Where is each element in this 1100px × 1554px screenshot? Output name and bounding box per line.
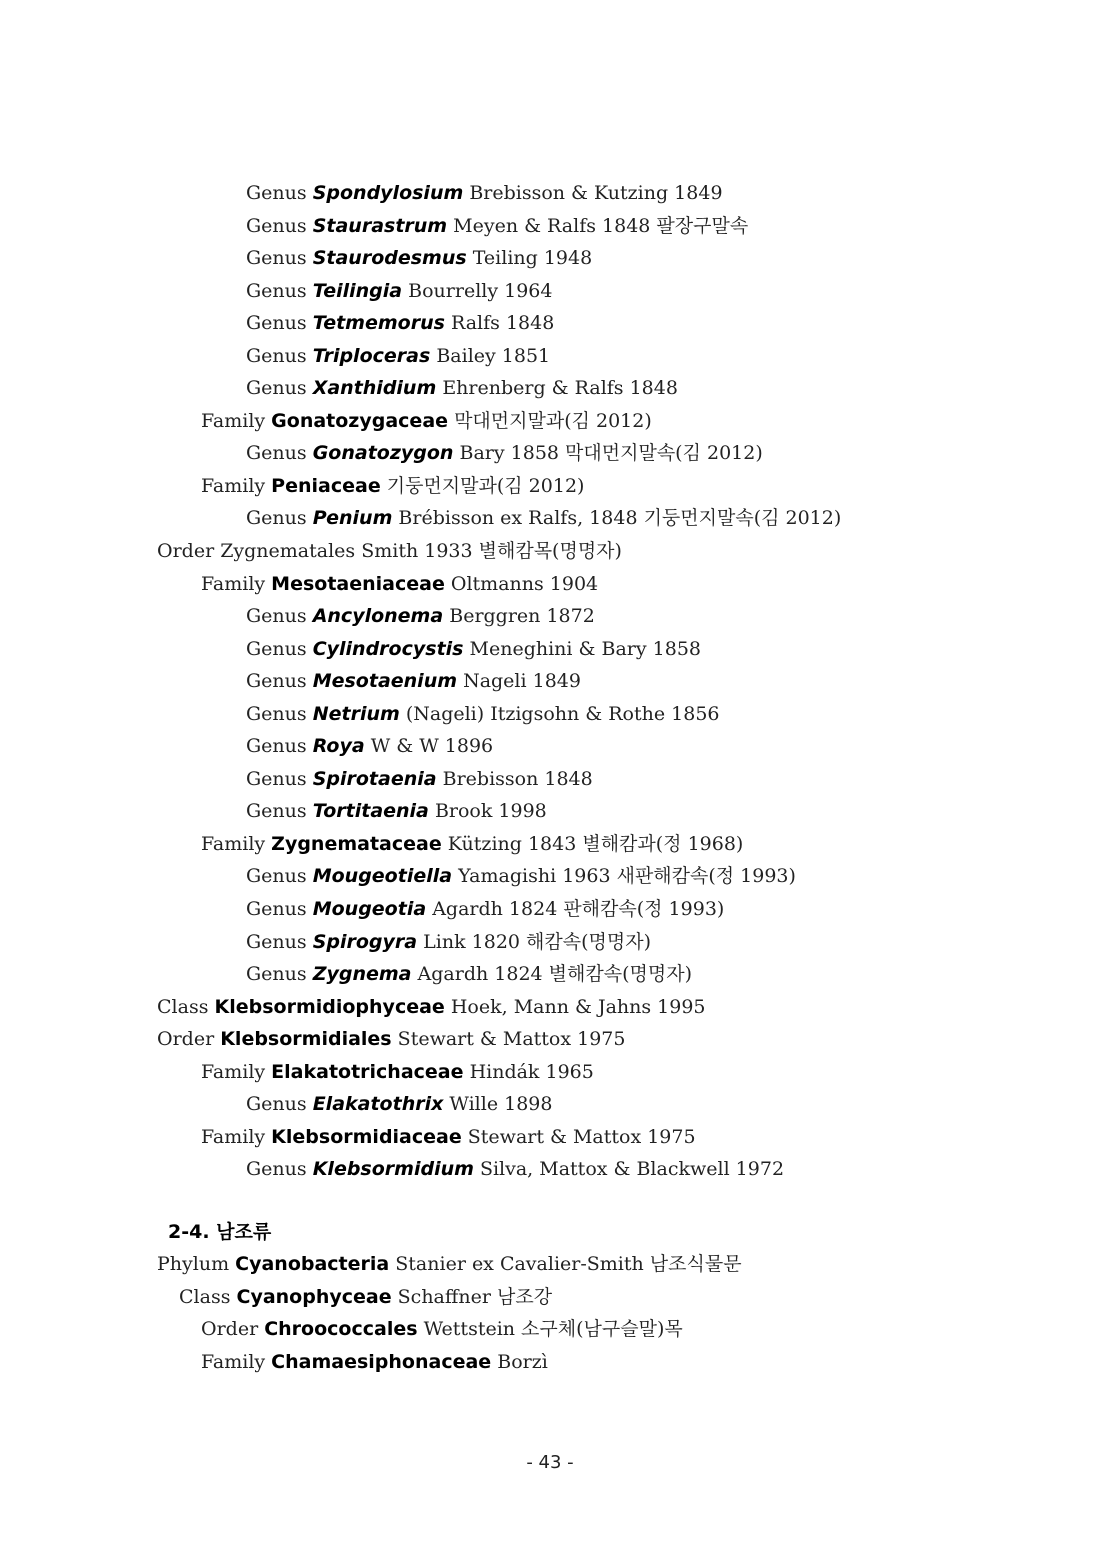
taxon-authority: Borzì bbox=[497, 1350, 548, 1373]
taxon-authority: Bourrelly 1964 bbox=[408, 279, 553, 302]
taxon-rank: Order bbox=[157, 540, 215, 563]
taxon-name: Spirogyra bbox=[312, 930, 418, 953]
taxon-authority: Hoek, Mann & Jahns 1995 bbox=[450, 995, 706, 1018]
taxonomy-list-cyanobacteria bbox=[157, 1248, 1057, 1378]
taxon-name: Chroococcales bbox=[264, 1318, 418, 1341]
taxon-entry-genus bbox=[157, 210, 1057, 243]
taxon-name: Roya bbox=[312, 735, 365, 758]
section-heading: 2-4. 남조류 bbox=[168, 1221, 272, 1243]
taxon-authority: Hindák 1965 bbox=[469, 1060, 594, 1083]
taxon-entry-family bbox=[157, 1121, 1057, 1154]
taxon-rank: Order bbox=[157, 1028, 215, 1051]
taxon-rank: Family bbox=[201, 474, 266, 497]
taxon-name: Elakatotrichaceae bbox=[271, 1060, 464, 1083]
page-number: - 43 - bbox=[526, 1452, 574, 1473]
taxon-authority: Link 1820 해캄속(명명자) bbox=[423, 930, 651, 953]
taxon-authority: Brebisson & Kutzing 1849 bbox=[469, 182, 723, 204]
taxon-entry-family bbox=[157, 828, 1057, 861]
taxon-authority: Meyen & Ralfs 1848 팔장구말속 bbox=[453, 214, 749, 237]
taxon-entry-genus bbox=[157, 958, 1057, 991]
taxon-authority: 기둥먼지말과(김 2012) bbox=[386, 474, 585, 497]
taxon-rank: Genus bbox=[246, 507, 307, 530]
taxon-rank: Family bbox=[201, 572, 266, 595]
taxon-rank: Family bbox=[201, 409, 266, 432]
taxon-name: Cylindrocystis bbox=[312, 637, 464, 660]
taxon-entry-genus bbox=[157, 242, 1057, 275]
taxon-name: Penium bbox=[312, 507, 393, 530]
taxon-rank: Genus bbox=[246, 344, 307, 367]
taxon-name: Mougeotiella bbox=[312, 865, 453, 888]
taxon-authority: Stanier ex Cavalier-Smith 남조식물문 bbox=[395, 1253, 742, 1275]
taxon-authority: Kützing 1843 별해캄과(정 1968) bbox=[447, 832, 744, 855]
taxon-authority: W & W 1896 bbox=[370, 735, 494, 758]
taxon-rank: Family bbox=[201, 832, 266, 855]
taxon-entry-genus bbox=[157, 177, 1057, 210]
taxon-authority: Wettstein 소구체(남구슬말)목 bbox=[423, 1318, 683, 1341]
taxon-rank: Genus bbox=[246, 247, 307, 270]
taxon-entry-genus bbox=[157, 275, 1057, 308]
taxon-rank: Class bbox=[179, 1285, 231, 1308]
taxon-entry-order bbox=[157, 1023, 1057, 1056]
taxon-rank: Genus bbox=[246, 312, 307, 335]
taxon-entry-genus bbox=[157, 437, 1057, 470]
taxon-entry-genus bbox=[157, 502, 1057, 535]
taxon-rank: Genus bbox=[246, 1093, 307, 1116]
taxon-rank: Genus bbox=[246, 800, 307, 823]
taxon-rank: Genus bbox=[246, 377, 307, 400]
taxon-name: Triploceras bbox=[312, 344, 431, 367]
taxon-rank: Genus bbox=[246, 605, 307, 628]
taxon-authority: Brebisson 1848 bbox=[442, 767, 593, 790]
taxon-rank: Genus bbox=[246, 930, 307, 953]
taxon-entry-genus bbox=[157, 1088, 1057, 1121]
taxon-entry-family bbox=[157, 568, 1057, 601]
taxon-name: Spondylosium bbox=[312, 182, 464, 204]
taxon-authority: 막대먼지말과(김 2012) bbox=[454, 409, 652, 432]
taxon-name: Spirotaenia bbox=[312, 767, 437, 790]
taxon-authority: Stewart & Mattox 1975 bbox=[397, 1028, 626, 1051]
taxon-authority: Meneghini & Bary 1858 bbox=[469, 637, 701, 660]
taxon-name: Klebsormidiaceae bbox=[271, 1125, 462, 1148]
taxon-entry-class bbox=[157, 991, 1057, 1024]
taxon-authority: Agardh 1824 별해캄속(명명자) bbox=[417, 963, 692, 986]
taxon-name: Cyanobacteria bbox=[235, 1253, 390, 1275]
taxon-name: Klebsormidiophyceae bbox=[214, 995, 445, 1018]
taxon-name: Staurastrum bbox=[312, 214, 448, 237]
taxon-entry-genus bbox=[157, 1153, 1057, 1186]
taxon-name: Klebsormidiales bbox=[220, 1028, 392, 1051]
taxon-entry-genus bbox=[157, 795, 1057, 828]
taxon-name: Klebsormidium bbox=[312, 1158, 474, 1181]
taxon-name: Netrium bbox=[312, 702, 400, 725]
taxon-entry-genus bbox=[157, 926, 1057, 959]
taxon-rank: Family bbox=[201, 1350, 266, 1373]
taxon-authority: Brook 1998 bbox=[434, 800, 547, 823]
taxon-name: Peniaceae bbox=[271, 474, 381, 497]
taxon-rank: Family bbox=[201, 1125, 266, 1148]
taxon-authority: (Nageli) Itzigsohn & Rothe 1856 bbox=[405, 702, 720, 725]
taxon-rank: Genus bbox=[246, 735, 307, 758]
taxon-name: Elakatothrix bbox=[312, 1093, 444, 1116]
taxon-authority: Berggren 1872 bbox=[449, 605, 595, 628]
taxon-rank: Genus bbox=[246, 214, 307, 237]
taxon-rank: Genus bbox=[246, 1158, 307, 1181]
taxon-rank: Genus bbox=[246, 670, 307, 693]
taxon-entry-genus bbox=[157, 633, 1057, 666]
taxon-authority: Smith 1933 별해캄목(명명자) bbox=[361, 540, 622, 563]
taxon-authority: Bary 1858 막대먼지말속(김 2012) bbox=[459, 442, 763, 465]
taxon-name: Zygnematales bbox=[220, 540, 356, 563]
taxon-entry-genus bbox=[157, 665, 1057, 698]
taxon-name: Mesotaenium bbox=[312, 670, 458, 693]
taxon-rank: Genus bbox=[246, 898, 307, 921]
taxon-authority: Schaffner 남조강 bbox=[397, 1285, 553, 1308]
taxon-entry-genus bbox=[157, 340, 1057, 373]
taxon-name: Tetmemorus bbox=[312, 312, 445, 335]
taxon-authority: Ehrenberg & Ralfs 1848 bbox=[442, 377, 678, 400]
taxon-authority: Bailey 1851 bbox=[436, 344, 551, 367]
taxon-authority: Silva, Mattox & Blackwell 1972 bbox=[479, 1158, 785, 1181]
taxon-entry-family bbox=[157, 1056, 1057, 1089]
taxon-rank: Genus bbox=[246, 702, 307, 725]
taxon-entry-family bbox=[157, 405, 1057, 438]
taxon-name: Mougeotia bbox=[312, 898, 427, 921]
taxon-entry-genus bbox=[157, 893, 1057, 926]
taxon-rank: Class bbox=[157, 995, 209, 1018]
taxon-authority: Stewart & Mattox 1975 bbox=[467, 1125, 696, 1148]
taxon-entry-genus bbox=[157, 860, 1057, 893]
taxon-authority: Teiling 1948 bbox=[472, 247, 593, 270]
taxon-entry-phylum bbox=[157, 1248, 1057, 1281]
taxon-name: Gonatozygaceae bbox=[271, 409, 449, 432]
taxon-authority: Nageli 1849 bbox=[463, 670, 581, 693]
taxon-name: Zygnemataceae bbox=[271, 832, 442, 855]
taxon-name: Cyanophyceae bbox=[236, 1285, 392, 1308]
taxon-entry-genus bbox=[157, 307, 1057, 340]
taxon-entry-genus bbox=[157, 730, 1057, 763]
taxon-rank: Genus bbox=[246, 963, 307, 986]
taxon-authority: Oltmanns 1904 bbox=[450, 572, 599, 595]
taxon-authority: Wille 1898 bbox=[449, 1093, 553, 1116]
taxon-authority: Brébisson ex Ralfs, 1848 기둥먼지말속(김 2012) bbox=[398, 507, 842, 530]
taxon-name: Xanthidium bbox=[312, 377, 437, 400]
taxon-rank: Genus bbox=[246, 637, 307, 660]
taxon-rank: Genus bbox=[246, 865, 307, 888]
taxon-entry-order bbox=[157, 535, 1057, 568]
taxon-name: Zygnema bbox=[312, 963, 412, 986]
taxon-name: Staurodesmus bbox=[312, 247, 467, 270]
taxon-entry-genus bbox=[157, 600, 1057, 633]
taxon-rank: Genus bbox=[246, 442, 307, 465]
taxon-entry-genus bbox=[157, 763, 1057, 796]
taxon-name: Mesotaeniaceae bbox=[271, 572, 445, 595]
taxon-rank: Genus bbox=[246, 767, 307, 790]
taxon-entry-order bbox=[157, 1313, 1057, 1346]
taxon-authority: Agardh 1824 판해캄속(정 1993) bbox=[432, 898, 725, 921]
taxon-rank: Genus bbox=[246, 182, 307, 204]
taxonomy-list-desmids bbox=[157, 177, 1057, 1186]
taxon-rank: Genus bbox=[246, 279, 307, 302]
taxon-rank: Family bbox=[201, 1060, 266, 1083]
taxon-entry-genus bbox=[157, 698, 1057, 731]
taxon-authority: Ralfs 1848 bbox=[450, 312, 555, 335]
taxon-entry-class bbox=[157, 1281, 1057, 1314]
taxon-authority: Yamagishi 1963 새판해캄속(정 1993) bbox=[458, 865, 796, 888]
taxon-name: Chamaesiphonaceae bbox=[271, 1350, 492, 1373]
taxon-entry-genus bbox=[157, 372, 1057, 405]
taxon-rank: Order bbox=[201, 1318, 259, 1341]
taxon-rank: Phylum bbox=[157, 1253, 230, 1275]
taxon-name: Tortitaenia bbox=[312, 800, 429, 823]
taxon-name: Teilingia bbox=[312, 279, 403, 302]
taxon-entry-family bbox=[157, 470, 1057, 503]
taxon-entry-family bbox=[157, 1346, 1057, 1379]
taxon-name: Ancylonema bbox=[312, 605, 444, 628]
taxon-name: Gonatozygon bbox=[312, 442, 454, 465]
